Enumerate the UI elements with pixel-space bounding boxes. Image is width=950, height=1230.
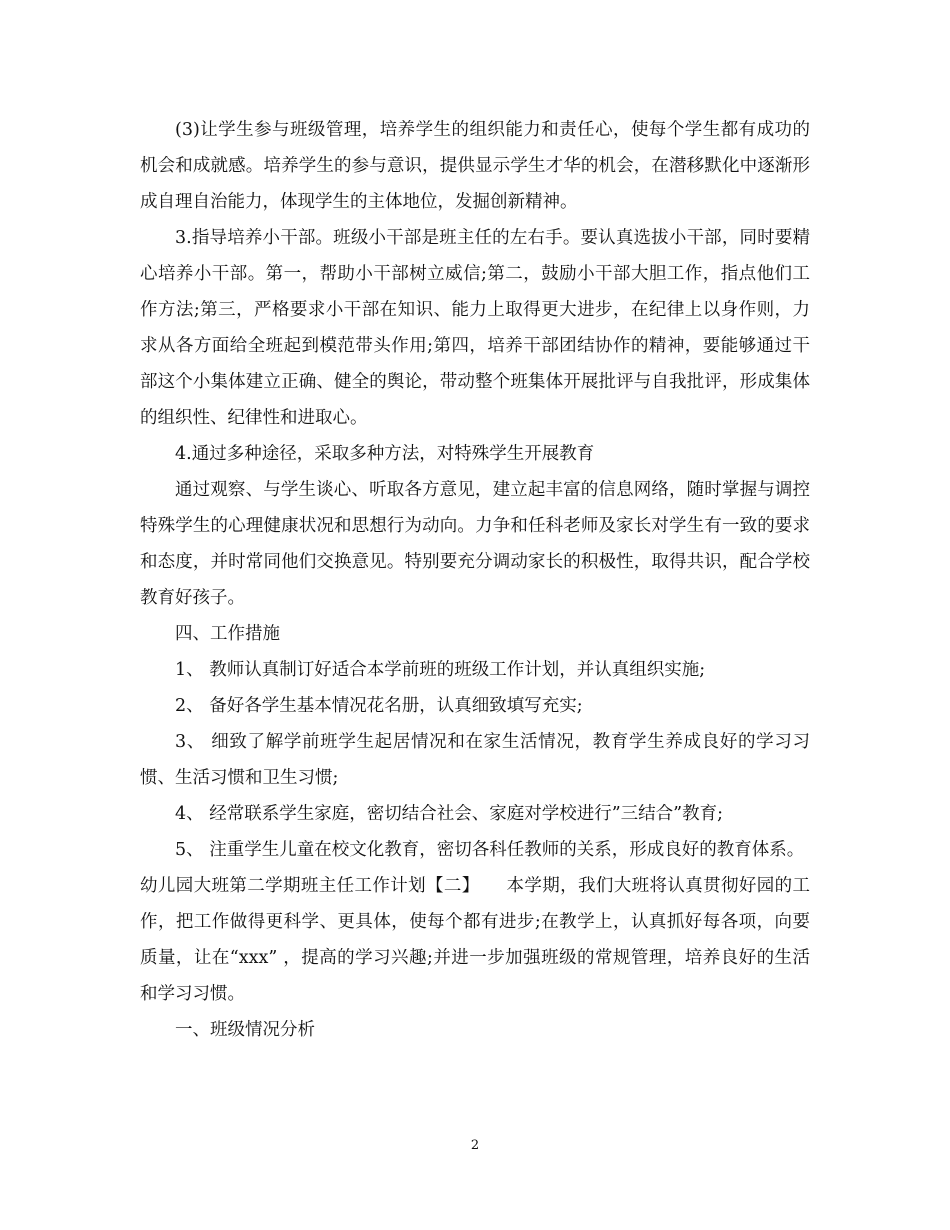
section-heading-work-measures: 四、工作措施 <box>175 624 280 644</box>
paragraph-special-students-heading: 4.通过多种途径，采取多种方法，对特殊学生开展教育 <box>175 444 595 464</box>
list-item-measure-3: 3、 细致了解学前班学生起居情况和在家生活情况，教育学生养成良好的学习习惯、生活习惯和卫生习惯; <box>140 732 810 788</box>
list-item-measure-1: 1、 教师认真制订好适合本学前班的班级工作计划，并认真组织实施; <box>175 660 706 680</box>
list-item-measure-4: 4、 经常联系学生家庭，密切结合社会、家庭对学校进行”三结合”教育; <box>175 804 723 824</box>
list-item-measure-5: 5、 注重学生儿童在校文化教育，密切各科任教师的关系，形成良好的教育体系。 <box>175 840 805 860</box>
paragraph-plan-two-intro: 幼儿园大班第二学期班主任工作计划【二】 本学期，我们大班将认真贯彻好园的工作，把工作做得更科学、更具体，使每个都有进步;在教学上，认真抓好每各项，向要质量，让在“xxx” ，提高的学习兴趣;并进一步加强班级的常规管理，培养良好的生活和学习习惯。 <box>140 876 810 1004</box>
section-heading-class-analysis: 一、班级情况分析 <box>175 1020 315 1040</box>
list-item-measure-2: 2、 备好各学生基本情况花名册，认真细致填写充实; <box>175 696 583 716</box>
paragraph-special-students-body: 通过观察、与学生谈心、听取各方意见，建立起丰富的信息网络，随时掌握与调控特殊学生的心理健康状况和思想行为动向。力争和任科老师及家长对学生有一致的要求和态度，并时常同他们交换意见。特别要充分调动家长的积极性，取得共识，配合学校教育好孩子。 <box>140 480 810 608</box>
document-body <box>140 112 810 1048</box>
paragraph-student-participation: (3)让学生参与班级管理，培养学生的组织能力和责任心，使每个学生都有成功的机会和成就感。培养学生的参与意识，提供显示学生才华的机会，在潜移默化中逐渐形成自理自治能力，体现学生的主体地位，发掘创新精神。 <box>140 120 810 212</box>
paragraph-train-class-cadres: 3.指导培养小干部。班级小干部是班主任的左右手。要认真选拔小干部，同时要精心培养小干部。第一，帮助小干部树立威信;第二，鼓励小干部大胆工作，指点他们工作方法;第三，严格要求小干部在知识、能力上取得更大进步，在纪律上以身作则，力求从各方面给全班起到模范带头作用;第四，培养干部团结协作的精神，要能够通过干部这个小集体建立正确、健全的舆论，带动整个班集体开展批评与自我批评，形成集体的组织性、纪律性和进取心。 <box>140 228 810 428</box>
page-number: 2 <box>470 1138 480 1153</box>
